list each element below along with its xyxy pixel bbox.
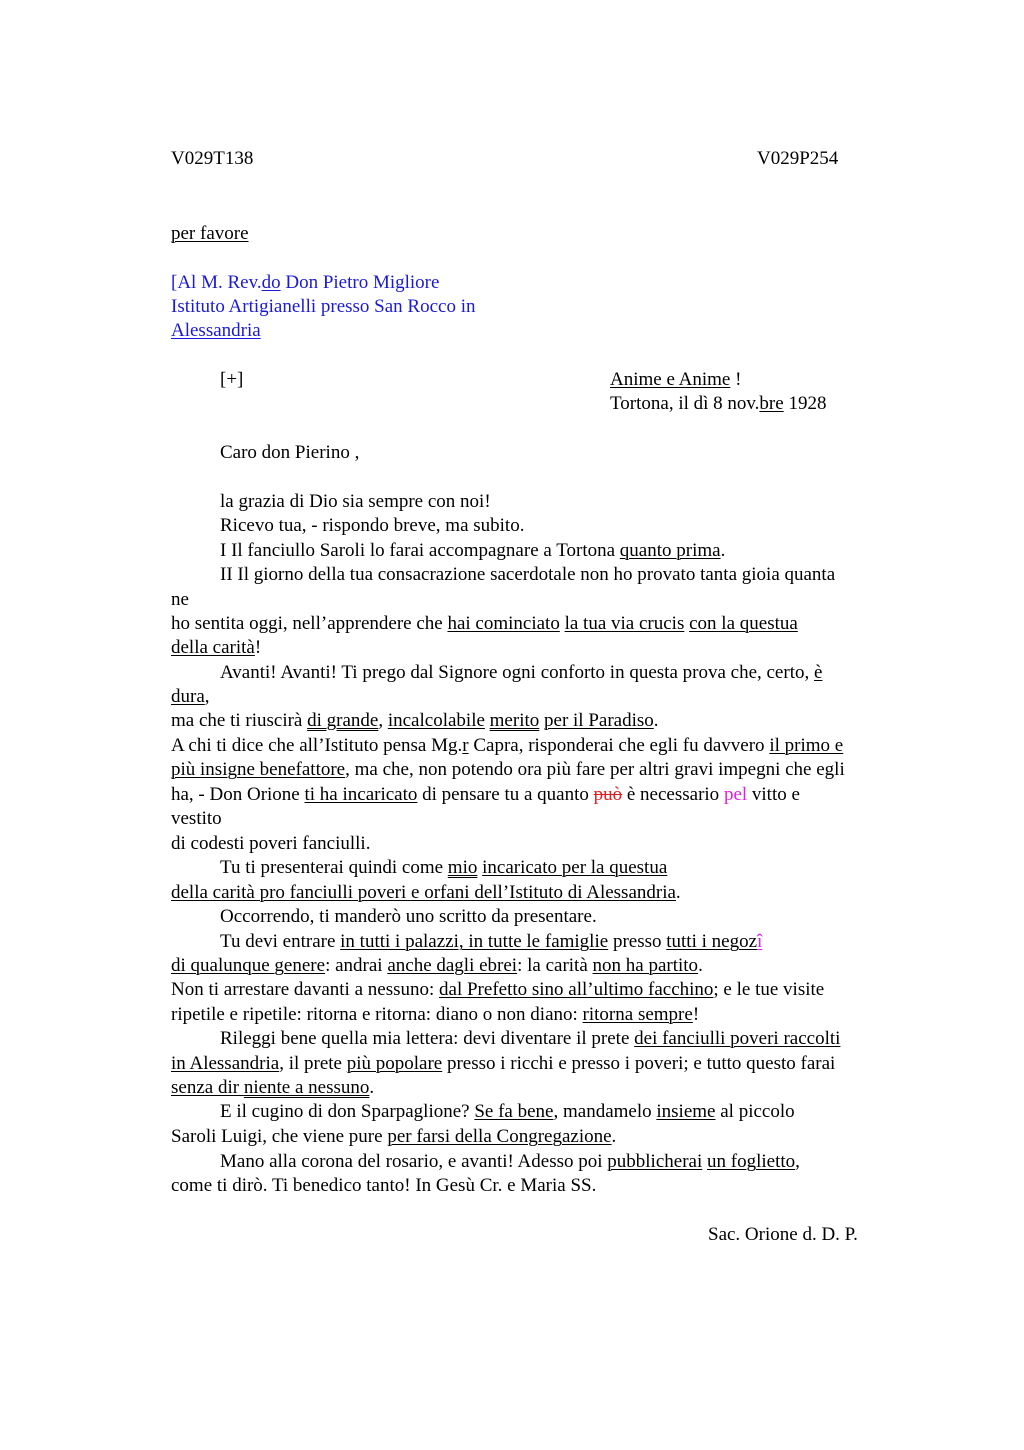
body-line-20: [171, 954, 703, 979]
body-line-17: [171, 881, 681, 906]
text: è necessario: [622, 784, 724, 805]
underlined-text: hai cominciato: [447, 613, 560, 634]
body-line-18: Occorrendo, ti manderò uno scritto da presentare.: [220, 906, 597, 927]
underlined-text: senza dir: [171, 1077, 244, 1098]
text: ,: [378, 710, 388, 731]
text: Non ti arrestare davanti a nessuno:: [171, 979, 440, 1000]
text: al piccolo: [715, 1101, 795, 1122]
text: , mandamelo: [553, 1101, 657, 1122]
text: .: [611, 1126, 617, 1147]
motto: [610, 368, 741, 393]
text: ,: [795, 1151, 800, 1172]
body-line-5: ne: [171, 589, 189, 610]
deleted-text: può: [593, 784, 623, 805]
body-line-24: [171, 1052, 835, 1077]
body-line-25: [171, 1076, 374, 1101]
underlined-text: più insigne benefattore: [171, 759, 346, 780]
body-line-27: [171, 1125, 616, 1150]
underlined-text: la tua via crucis: [564, 613, 685, 634]
body-line-8: [220, 661, 822, 686]
underlined-text: incaricato per la questua: [482, 857, 668, 878]
body-line-21: [171, 978, 824, 1003]
double-underlined-text: merito: [489, 710, 540, 731]
text: Tu devi entrare: [220, 931, 341, 952]
text: , ma che, non potendo ora più fare per altri gravi impegni che egli: [345, 759, 845, 780]
text: : andrai: [325, 955, 388, 976]
body-line-13: [171, 783, 800, 808]
text: di pensare tu a quanto: [417, 784, 594, 805]
body-line-15: di codesti poveri fanciulli.: [171, 833, 371, 854]
underlined-text: per farsi della Congregazione: [387, 1126, 612, 1147]
body-line-23: [220, 1027, 840, 1052]
underlined-text: incalcolabile: [387, 710, 485, 731]
underlined-text: ti ha incaricato: [304, 784, 418, 805]
body-line-14: vestito: [171, 808, 222, 829]
underlined-text: r: [462, 735, 469, 756]
address-line-2: Istituto Artigianelli presso San Rocco in: [171, 296, 476, 317]
double-underlined-text: niente a nessuno: [243, 1077, 370, 1098]
underlined-text: della carità pro fanciulli poveri e orfani dell’Istituto di Alessandria: [171, 882, 676, 903]
text: Avanti! Avanti! Ti prego dal Signore ogni conforto in questa prova che, certo,: [220, 662, 814, 683]
document-code-right: V029P254: [757, 148, 839, 169]
underlined-text: dei fanciulli poveri raccolti: [634, 1028, 841, 1049]
underlined-text: è: [813, 662, 823, 683]
date-month-suffix: bre: [759, 393, 784, 414]
text: Saroli Luigi, che viene pure: [171, 1126, 388, 1147]
text: ho sentita oggi, nell’apprendere che: [171, 613, 448, 634]
address-prefix: [Al M. Rev.: [171, 272, 262, 293]
text: !: [692, 1004, 700, 1025]
underlined-text: in tutti i palazzi, in tutte le famiglie: [340, 931, 609, 952]
underlined-text: quanto prima: [619, 540, 721, 561]
text: Capra, risponderai che egli fu davvero: [468, 735, 770, 756]
body-line-11: [171, 734, 843, 759]
inserted-text: î: [757, 931, 763, 952]
text: vitto e: [747, 784, 800, 805]
address-line-3: Alessandria: [171, 320, 261, 341]
underlined-text: dal Prefetto sino all’ultimo facchino: [439, 979, 714, 1000]
body-line-2: Ricevo tua, - rispondo breve, ma subito.: [220, 515, 525, 536]
text: .: [675, 882, 681, 903]
underlined-text: più popolare: [346, 1053, 443, 1074]
text: ; e le tue visite: [713, 979, 825, 1000]
underlined-text: un foglietto: [707, 1151, 796, 1172]
body-line-19: [220, 930, 762, 955]
text: .: [720, 540, 726, 561]
text: Rileggi bene quella mia lettera: devi diventare il prete: [220, 1028, 635, 1049]
body-line-22: [171, 1003, 699, 1028]
motto-text: Anime e Anime: [610, 369, 731, 390]
text: ha, - Don Orione: [171, 784, 305, 805]
cross-mark: [+]: [220, 369, 244, 390]
date-line: [610, 392, 826, 417]
text: Mano alla corona del rosario, e avanti! Adesso poi: [220, 1151, 608, 1172]
text: , il prete: [279, 1053, 347, 1074]
text: !: [254, 637, 262, 658]
text: Tu ti presenterai quindi come: [220, 857, 448, 878]
address-name: Don Pietro Migliore: [280, 272, 440, 293]
underlined-text: di qualunque genere: [171, 955, 326, 976]
text: presso: [608, 931, 667, 952]
body-line-28: [220, 1150, 800, 1175]
underlined-text: non ha partito: [592, 955, 699, 976]
body-line-12: [171, 758, 845, 783]
text: A chi ti dice che all’Istituto pensa Mg.: [171, 735, 463, 756]
body-line-3: [220, 539, 725, 564]
underlined-text: per il Paradiso: [544, 710, 654, 731]
date-place: Tortona, il dì 8 nov.: [610, 393, 760, 414]
body-line-26: [220, 1100, 795, 1125]
underlined-text: ritorna sempre: [582, 1004, 693, 1025]
address-superscript-do: do: [261, 272, 281, 293]
underlined-text: della carità: [171, 637, 255, 658]
address-line-1: [171, 271, 439, 296]
text: .: [653, 710, 659, 731]
underlined-text: dura: [171, 686, 205, 707]
underlined-text: con la questua: [689, 613, 798, 634]
double-underlined-text: mio: [447, 857, 478, 878]
text: ripetile e ripetile: ritorna e ritorna: diano o non diano:: [171, 1004, 583, 1025]
underlined-text: in Alessandria: [171, 1053, 280, 1074]
text: : la carità: [517, 955, 593, 976]
body-line-1: la grazia di Dio sia sempre con noi!: [220, 491, 491, 512]
text: ,: [204, 686, 210, 707]
envelope-note: per favore: [171, 223, 249, 244]
text: .: [369, 1077, 375, 1098]
underlined-text: tutti i negoz: [666, 931, 758, 952]
body-line-16: [220, 856, 667, 881]
underlined-text: anche dagli ebrei: [387, 955, 518, 976]
salutation: Caro don Pierino ,: [220, 442, 360, 463]
text: ma che ti riuscirà: [171, 710, 308, 731]
motto-exclamation: !: [730, 369, 742, 390]
underlined-text: pubblicherai: [607, 1151, 703, 1172]
text: presso i ricchi e presso i poveri; e tutto questo farai: [442, 1053, 836, 1074]
text: .: [698, 955, 703, 976]
underlined-text: insieme: [656, 1101, 716, 1122]
date-year: 1928: [783, 393, 827, 414]
body-line-10: [171, 709, 659, 734]
body-line-7: [171, 636, 261, 661]
underlined-text: il primo e: [769, 735, 844, 756]
inserted-text: pel: [723, 784, 748, 805]
double-underlined-text: di grande: [307, 710, 379, 731]
body-line-6: [171, 612, 798, 637]
body-line-29: come ti dirò. Ti benedico tanto! In Gesù Cr. e Maria SS.: [171, 1175, 597, 1196]
underlined-text: Se fa bene: [474, 1101, 554, 1122]
text: I Il fanciullo Saroli lo farai accompagnare a Tortona: [220, 540, 620, 561]
text: E il cugino di don Sparpaglione?: [220, 1101, 475, 1122]
signature: Sac. Orione d. D. P.: [708, 1224, 858, 1245]
document-code-left: V029T138: [171, 148, 254, 169]
body-line-4: II Il giorno della tua consacrazione sacerdotale non ho provato tanta gioia quanta: [220, 564, 836, 585]
body-line-9: [171, 685, 210, 710]
